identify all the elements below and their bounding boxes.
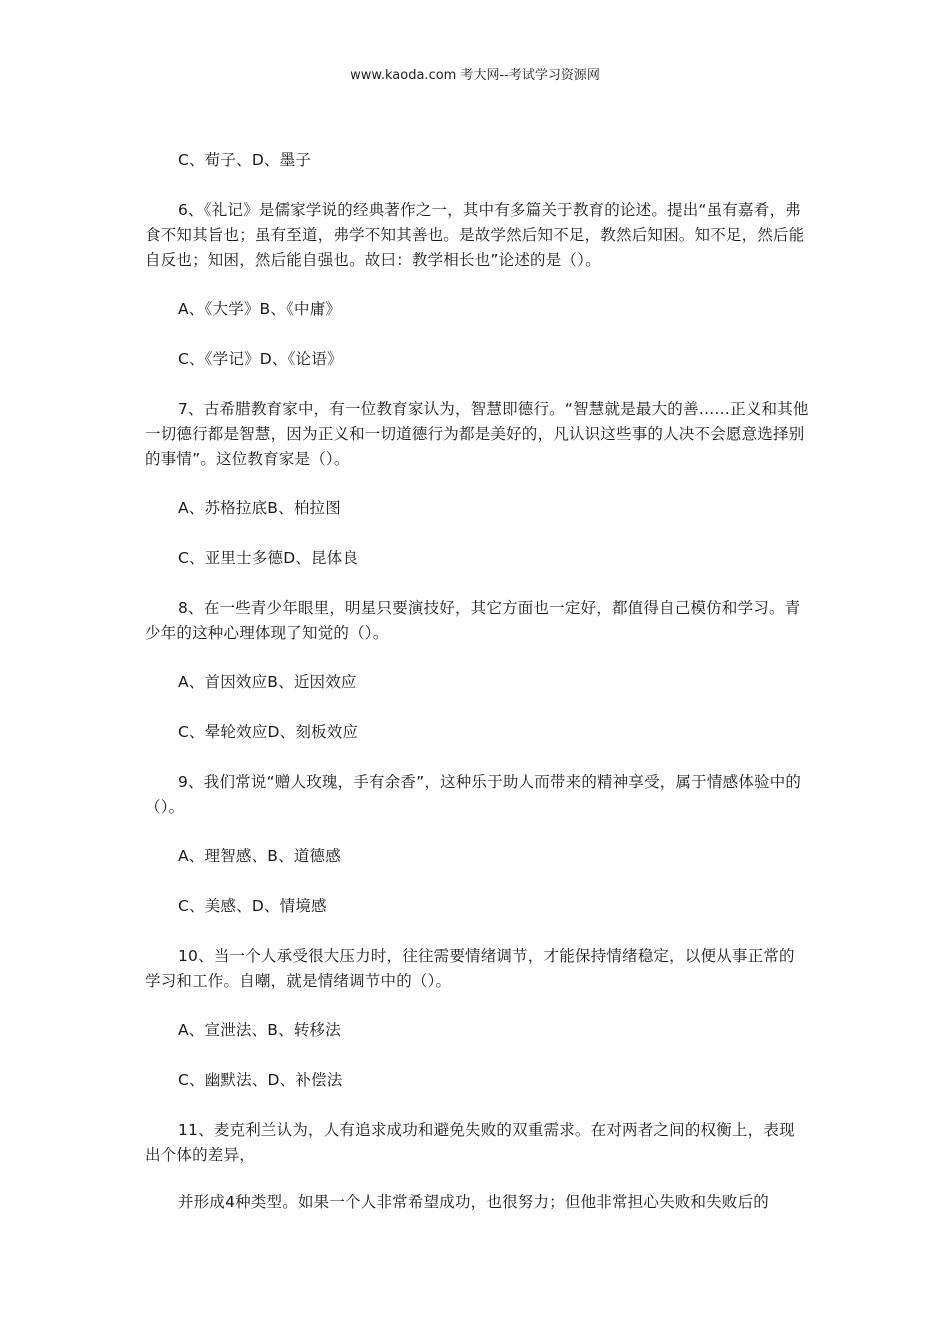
page-header: www.kaoda.com 考大网--考试学习资源网 — [350, 68, 600, 83]
option-line: C、《学记》D、《论语》 — [178, 350, 343, 368]
option-line: A、苏格拉底B、柏拉图 — [178, 499, 341, 517]
option-line: C、晕轮效应D、刻板效应 — [178, 723, 359, 741]
option-line: A、宣泄法、B、转移法 — [178, 1021, 341, 1039]
question-11: 11、麦克利兰认为，人有追求成功和避免失败的双重需求。在对两者之间的权衡上，表现出个体的差异， — [145, 1121, 795, 1164]
option-line: C、荀子、D、墨子 — [178, 151, 312, 169]
question-9: 9、我们常说“赠人玫瑰，手有余香”，这种乐于助人而带来的精神享受，属于情感体验中的（）。 — [145, 773, 802, 816]
question-11-continued: 并形成4种类型。如果一个人非常希望成功，也很努力；但他非常担心失败和失败后的 — [178, 1193, 769, 1211]
option-line: C、幽默法、D、补偿法 — [178, 1071, 343, 1089]
document-body — [145, 148, 810, 1239]
option-line: C、美感、D、情境感 — [178, 897, 327, 915]
question-8: 8、在一些青少年眼里，明星只要演技好，其它方面也一定好，都值得自己模仿和学习。青少年的这种心理体现了知觉的（）。 — [145, 599, 801, 642]
option-line: C、亚里士多德D、昆体良 — [178, 549, 359, 567]
question-10: 10、当一个人承受很大压力时，往往需要情绪调节，才能保持情绪稳定，以便从事正常的学习和工作。自嘲，就是情绪调节中的（）。 — [145, 947, 795, 990]
option-line: A、首因效应B、近因效应 — [178, 673, 357, 691]
option-line: A、《大学》B、《中庸》 — [178, 300, 342, 318]
question-7: 7、古希腊教育家中，有一位教育家认为，智慧即德行。“智慧就是最大的善……正义和其他一切德行都是智慧，因为正义和一切道德行为都是美好的，凡认识这些事的人决不会愿意选择别的事情”。这位教育家是（）。 — [145, 400, 809, 468]
option-line: A、理智感、B、道德感 — [178, 847, 341, 865]
question-6: 6、《礼记》是儒家学说的经典著作之一，其中有多篇关于教育的论述。提出“虽有嘉肴，弗食不知其旨也；虽有至道，弗学不知其善也。是故学然后知不足，教然后知困。知不足，然后能自反也；知困，然后能自强也。故曰：教学相长也”论述的是（）。 — [145, 201, 805, 269]
